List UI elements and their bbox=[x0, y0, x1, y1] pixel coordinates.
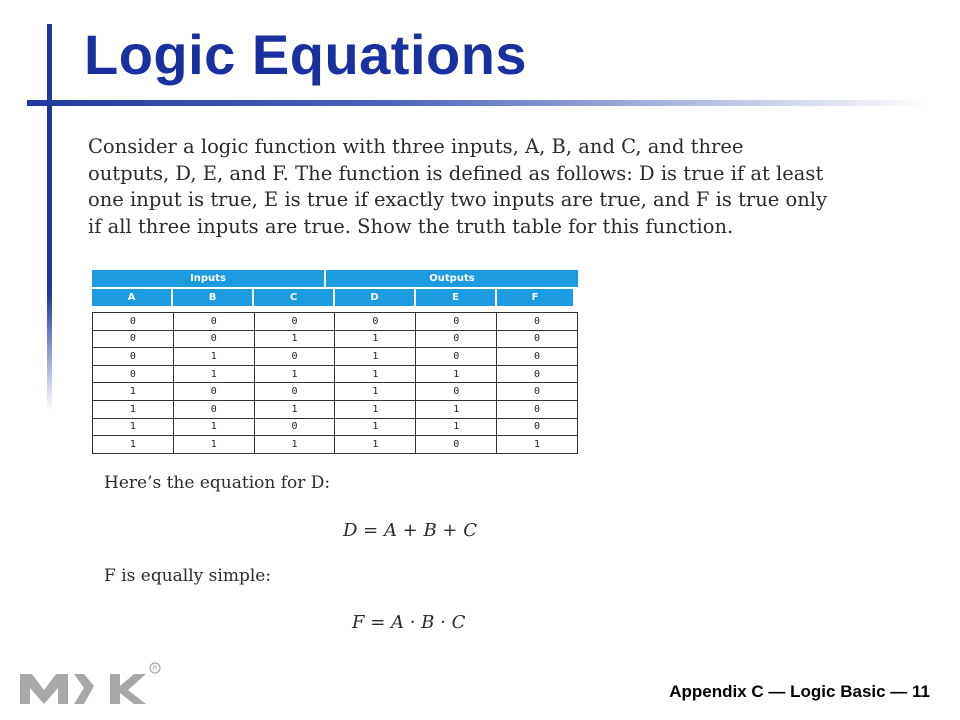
table-cell: 0 bbox=[93, 313, 174, 330]
f-equation-intro bbox=[104, 566, 271, 586]
horizontal-accent-bar bbox=[27, 100, 927, 106]
table-row bbox=[93, 401, 577, 419]
table-cell: 0 bbox=[174, 313, 255, 330]
truth-table bbox=[92, 270, 578, 454]
table-cell: 1 bbox=[335, 436, 416, 453]
table-cell: 1 bbox=[174, 419, 255, 436]
inputs-group-header: Inputs bbox=[92, 270, 324, 287]
f-equation: F = A · B · C bbox=[352, 612, 466, 633]
table-cell: 0 bbox=[416, 383, 497, 400]
table-cell: 1 bbox=[335, 366, 416, 383]
table-cell: 0 bbox=[255, 348, 336, 365]
table-cell: 0 bbox=[174, 331, 255, 348]
table-cell: 0 bbox=[174, 383, 255, 400]
table-cell: 0 bbox=[416, 331, 497, 348]
table-cell: 0 bbox=[93, 331, 174, 348]
table-row bbox=[93, 366, 577, 384]
table-cell: 1 bbox=[335, 419, 416, 436]
column-header-c: C bbox=[254, 289, 333, 306]
problem-paragraph: Consider a logic function with three inputs, A, B, and C, and three outputs, D, E, and F. The function is defined as follows: D is true if at least one input is true, E is true if exactly two inputs are true, and F is true only if all three inputs are true. Show the truth table for this function. bbox=[88, 135, 828, 238]
table-cell: 1 bbox=[174, 348, 255, 365]
table-row bbox=[93, 348, 577, 366]
table-row bbox=[93, 419, 577, 437]
vertical-accent-bar bbox=[47, 24, 52, 410]
outputs-group-header: Outputs bbox=[326, 270, 578, 287]
table-cell: 0 bbox=[534, 350, 541, 362]
table-cell: 1 bbox=[255, 366, 336, 383]
column-header-b: B bbox=[173, 289, 252, 306]
table-cell: 1 bbox=[93, 383, 174, 400]
f-intro-text: F is equally simple: bbox=[104, 566, 272, 586]
table-cell: 1 bbox=[335, 401, 416, 418]
table-row bbox=[93, 313, 577, 331]
table-cell: 1 bbox=[255, 331, 336, 348]
table-cell: 0 bbox=[534, 333, 541, 345]
table-cell: 1 bbox=[416, 366, 497, 383]
table-cell: 1 bbox=[416, 419, 497, 436]
table-cell: 1 bbox=[93, 419, 174, 436]
d-equation: D = A + B + C bbox=[343, 520, 478, 541]
table-cell: 1 bbox=[416, 401, 497, 418]
table-cell: 0 bbox=[93, 366, 174, 383]
table-cell: 0 bbox=[255, 383, 336, 400]
table-cell: 0 bbox=[416, 348, 497, 365]
table-cell: 0 bbox=[255, 419, 336, 436]
table-row bbox=[93, 436, 577, 453]
table-cell: 1 bbox=[93, 401, 174, 418]
d-intro-text: Here’s the equation for D: bbox=[104, 473, 331, 493]
slide-footer: Appendix C — Logic Basic — 11 bbox=[669, 682, 930, 701]
slide-title: Logic Equations bbox=[84, 23, 528, 86]
column-header-a: A bbox=[92, 289, 171, 306]
table-cell: 1 bbox=[174, 436, 255, 453]
table-cell: 1 bbox=[335, 383, 416, 400]
column-header-e: E bbox=[416, 289, 495, 306]
table-cell: 0 bbox=[534, 403, 541, 415]
table-cell: 0 bbox=[93, 348, 174, 365]
table-cell: 0 bbox=[416, 313, 497, 330]
table-cell: 1 bbox=[534, 438, 541, 450]
truth-table-group-header bbox=[92, 270, 578, 287]
column-header-d: D bbox=[335, 289, 414, 306]
table-row bbox=[93, 383, 577, 401]
mk-logo bbox=[18, 660, 168, 710]
table-cell: 0 bbox=[255, 313, 336, 330]
table-cell: 1 bbox=[255, 401, 336, 418]
column-header-f: F bbox=[497, 289, 573, 306]
truth-table-body bbox=[92, 312, 578, 454]
table-cell: 1 bbox=[93, 436, 174, 453]
table-cell: 0 bbox=[534, 421, 541, 433]
table-cell: 1 bbox=[174, 366, 255, 383]
table-cell: 0 bbox=[335, 313, 416, 330]
table-cell: 1 bbox=[335, 348, 416, 365]
truth-table-column-headers bbox=[92, 289, 578, 306]
table-cell: 0 bbox=[416, 436, 497, 453]
table-cell: 0 bbox=[534, 386, 541, 398]
svg-text:R: R bbox=[152, 664, 158, 673]
table-cell: 0 bbox=[534, 368, 541, 380]
table-row bbox=[93, 331, 577, 349]
table-cell: 0 bbox=[174, 401, 255, 418]
table-cell: 0 bbox=[534, 315, 541, 327]
table-cell: 1 bbox=[255, 436, 336, 453]
table-cell: 1 bbox=[335, 331, 416, 348]
d-equation-intro bbox=[104, 473, 330, 493]
